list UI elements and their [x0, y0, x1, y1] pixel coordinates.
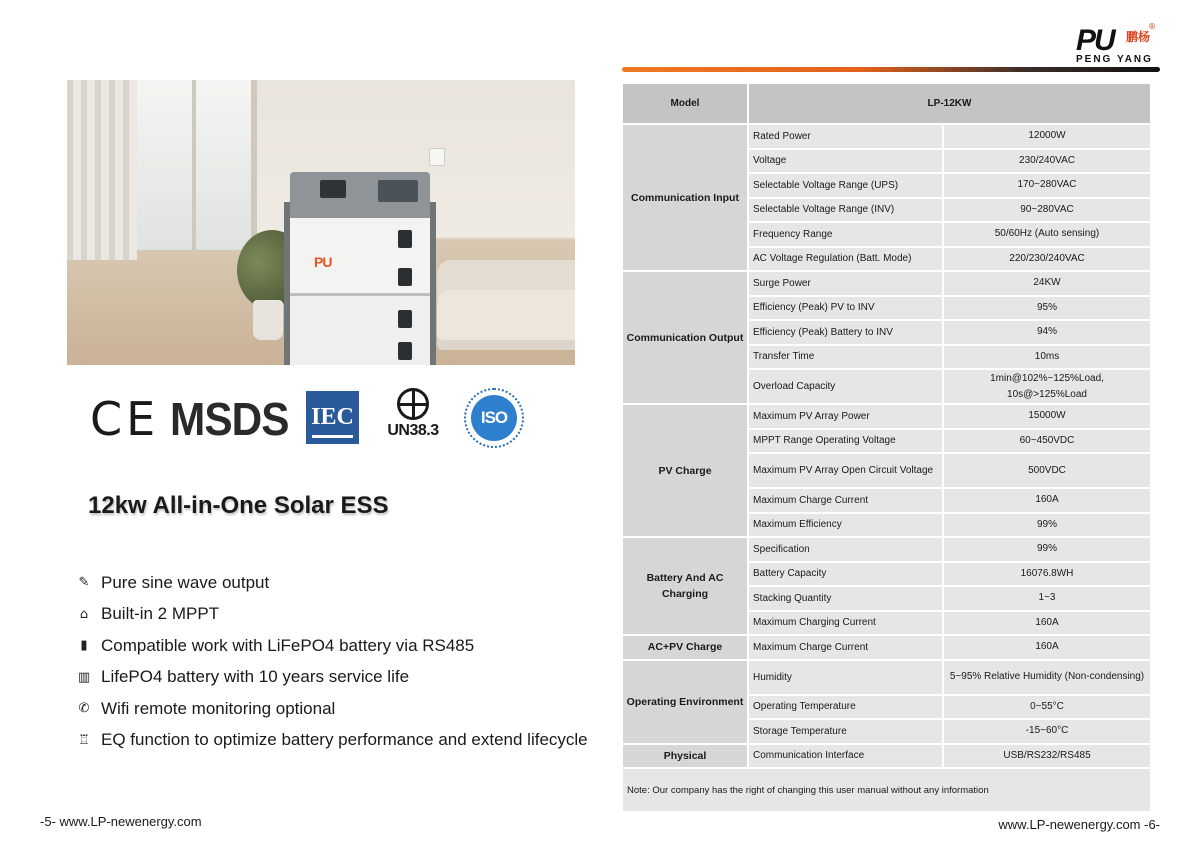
feature-text: Wifi remote monitoring optional [101, 698, 336, 718]
param-cell: AC Voltage Regulation (Batt. Mode) [748, 247, 943, 272]
value-cell: 160A [943, 488, 1151, 513]
value-cell: 99% [943, 513, 1151, 538]
table-header-row [622, 83, 1151, 124]
feature-text: Compatible work with LiFePO4 battery via RS485 [101, 635, 475, 655]
msds-mark-icon: MSDS [170, 393, 289, 445]
table-row [622, 404, 1151, 429]
registered-icon: ® [1148, 22, 1156, 31]
feature-item [76, 567, 588, 599]
feature-item [76, 630, 588, 662]
param-cell: Transfer Time [748, 345, 943, 370]
param-cell: Communication Interface [748, 744, 943, 769]
spec-table [621, 82, 1152, 813]
un383-label: UN38.3 [387, 422, 439, 439]
feature-item [76, 693, 588, 725]
sofa [437, 290, 575, 350]
wrench-icon: ✎ [78, 575, 90, 591]
iso-label: ISO [471, 395, 517, 441]
value-cell: 24KW [943, 271, 1151, 296]
ess-unit [290, 172, 430, 365]
group-physical: Physical [622, 744, 748, 769]
product-title: 12kw All-in-One Solar ESS [88, 492, 389, 519]
feature-text: EQ function to optimize battery performance and extend lifecycle [101, 730, 588, 750]
param-cell: Efficiency (Peak) PV to INV [748, 296, 943, 321]
unit-logo-text: PU [314, 254, 332, 270]
param-cell: Maximum Charging Current [748, 611, 943, 636]
param-cell: Surge Power [748, 271, 943, 296]
certification-logos [80, 388, 560, 450]
handle [398, 310, 412, 328]
table-row [622, 660, 1151, 695]
un383-logo-icon [386, 388, 440, 446]
param-cell: Maximum PV Array Power [748, 404, 943, 429]
table-note: Note: Our company has the right of changing this user manual without any information [622, 768, 1151, 812]
value-cell: 0~55°C [943, 695, 1151, 720]
value-cell: 500VDC [943, 453, 1151, 488]
page-footer-left: -5- www.LP-newenergy.com [40, 814, 202, 829]
param-cell: Rated Power [748, 124, 943, 149]
feature-item [76, 725, 588, 757]
unit-ports [378, 180, 418, 202]
param-cell: Selectable Voltage Range (UPS) [748, 173, 943, 198]
globe-icon [397, 388, 429, 420]
param-cell: Specification [748, 537, 943, 562]
wall-outlet [429, 148, 445, 166]
value-cell: 15000W [943, 404, 1151, 429]
value-cell: 12000W [943, 124, 1151, 149]
value-cell: USB/RS232/RS485 [943, 744, 1151, 769]
group-communication-output: Communication Output [622, 271, 748, 404]
table-row [622, 271, 1151, 296]
param-cell: Maximum Charge Current [748, 488, 943, 513]
value-cell: 230/240VAC [943, 149, 1151, 174]
curtain [67, 80, 137, 260]
table-row [622, 744, 1151, 769]
group-communication-input: Communication Input [622, 124, 748, 271]
model-label: Model [622, 83, 748, 124]
param-cell: Storage Temperature [748, 719, 943, 744]
accent-bar [622, 67, 1160, 72]
value-cell: 160A [943, 611, 1151, 636]
param-cell: Voltage [748, 149, 943, 174]
unit-logo [314, 254, 331, 270]
value-cell: 170~280VAC [943, 173, 1151, 198]
window [137, 80, 257, 250]
value-cell: 1~3 [943, 586, 1151, 611]
value-cell [943, 369, 1151, 404]
feature-text: LifePO4 battery with 10 years service life [101, 667, 410, 687]
param-cell: Maximum Charge Current [748, 635, 943, 660]
table-row [622, 537, 1151, 562]
param-cell: Humidity [748, 660, 943, 695]
param-cell: MPPT Range Operating Voltage [748, 429, 943, 454]
unit-display [320, 180, 346, 198]
param-cell: Operating Temperature [748, 695, 943, 720]
feature-text: Pure sine wave output [101, 572, 270, 592]
group-ac-pv-charge: AC+PV Charge [622, 635, 748, 660]
battery-cell-icon: ▥ [77, 669, 91, 685]
iec-logo-icon: IEC [306, 391, 359, 444]
value-cell: 16076.8WH [943, 562, 1151, 587]
param-cell: Overload Capacity [748, 369, 943, 404]
value-cell: 60~450VDC [943, 429, 1151, 454]
brand-logo-cn: 鹏杨 [1126, 30, 1151, 44]
wifi-icon: ✆ [78, 701, 90, 717]
home-icon: ⌂ [79, 606, 89, 622]
value-cell: 99% [943, 537, 1151, 562]
page-footer-right: www.LP-newenergy.com -6- [998, 817, 1160, 832]
param-cell: Battery Capacity [748, 562, 943, 587]
group-pv-charge: PV Charge [622, 404, 748, 537]
value-cell: 90~280VAC [943, 198, 1151, 223]
product-photo [67, 80, 575, 365]
handle [398, 342, 412, 360]
ce-mark-icon: CE [90, 392, 160, 446]
model-value: LP-12KW [748, 83, 1151, 124]
feature-item [76, 599, 588, 631]
value-cell: 160A [943, 635, 1151, 660]
handle [398, 268, 412, 286]
value-line: 1min@102%~125%Load, [990, 372, 1104, 384]
feature-list [76, 567, 588, 756]
brand-logo-en: PENG YANG [1076, 54, 1153, 65]
unit-frame-right [430, 202, 436, 365]
param-cell: Efficiency (Peak) Battery to INV [748, 320, 943, 345]
note-row [622, 768, 1151, 812]
brand-logo-mark: PU [1076, 24, 1114, 57]
value-cell: 5~95% Relative Humidity (Non-condensing) [943, 660, 1151, 695]
param-cell: Frequency Range [748, 222, 943, 247]
group-battery-ac-charging: Battery And AC Charging [622, 537, 748, 635]
iso-logo-icon [464, 388, 524, 448]
value-cell: 95% [943, 296, 1151, 321]
param-cell: Maximum PV Array Open Circuit Voltage [748, 453, 943, 488]
value-cell: 10ms [943, 345, 1151, 370]
group-operating-environment: Operating Environment [622, 660, 748, 744]
feature-item [76, 662, 588, 694]
handle [398, 230, 412, 248]
param-cell: Stacking Quantity [748, 586, 943, 611]
plant-pot [253, 300, 283, 340]
value-cell: 94% [943, 320, 1151, 345]
feature-text: Built-in 2 MPPT [101, 604, 220, 624]
table-row [622, 635, 1151, 660]
brand-logo [1076, 24, 1158, 68]
param-cell: Selectable Voltage Range (INV) [748, 198, 943, 223]
table-row [622, 124, 1151, 149]
param-cell: Maximum Efficiency [748, 513, 943, 538]
value-cell: 50/60Hz (Auto sensing) [943, 222, 1151, 247]
tower-icon: ♖ [78, 732, 90, 748]
battery-icon: ▮ [80, 638, 88, 654]
value-cell: 220/230/240VAC [943, 247, 1151, 272]
value-line: 10s@>125%Load [1007, 388, 1087, 400]
value-cell: -15~60°C [943, 719, 1151, 744]
